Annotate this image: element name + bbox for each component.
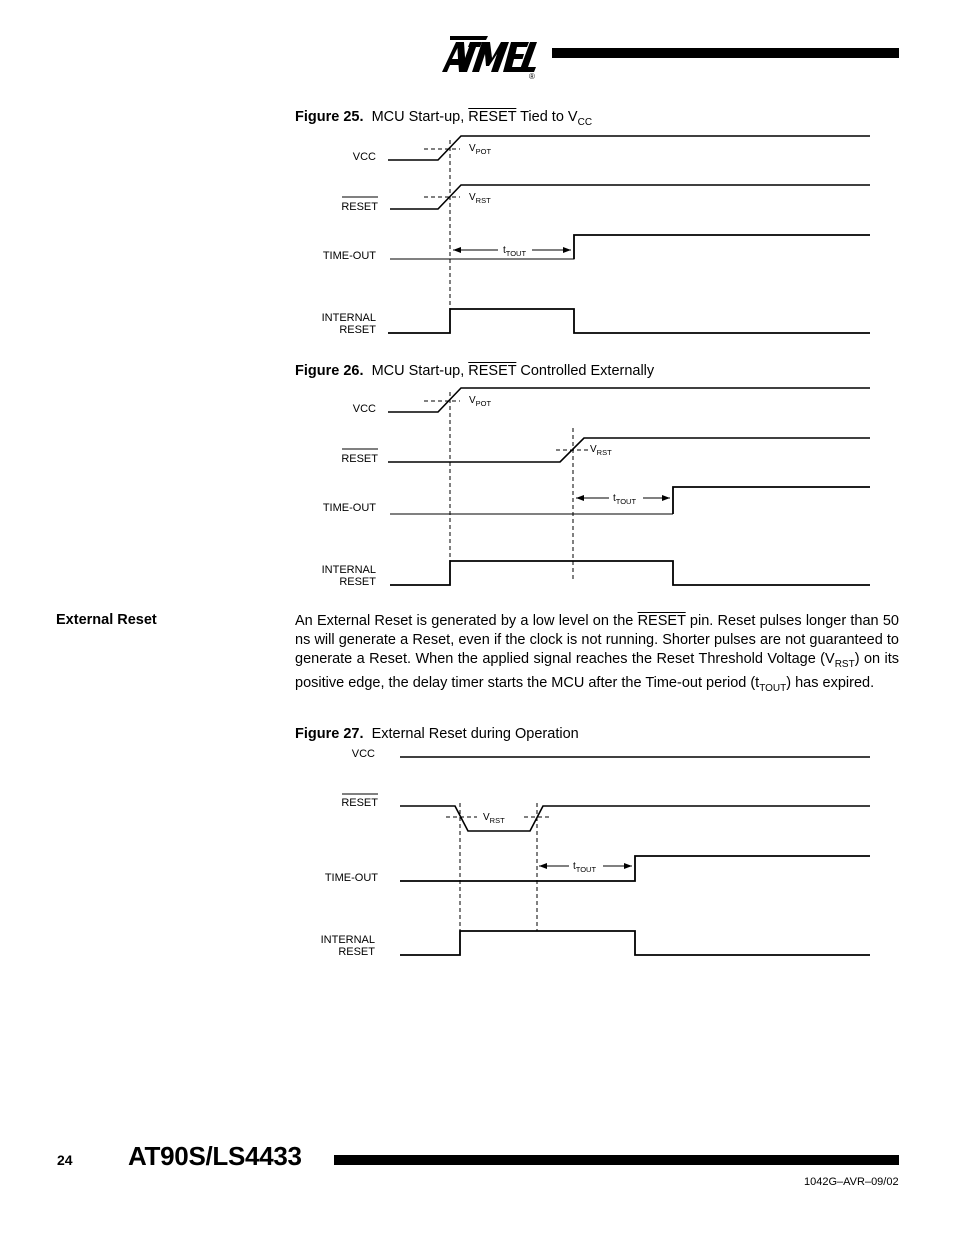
vrst-label: $V_{RST}$ <box>483 812 505 825</box>
vpot-label: $V_{POT}$ <box>469 143 492 156</box>
signal-label-vcc: VCC <box>352 403 376 415</box>
signal-label-internal: INTERNAL <box>321 312 376 324</box>
internal-reset-waveform <box>388 309 870 333</box>
signal-label-reset: RESET <box>341 201 378 213</box>
figure-27-caption: Figure 27. External Reset during Operation <box>295 726 579 742</box>
signal-label-internal-reset: RESET <box>339 324 376 336</box>
figure-26-diagram <box>322 388 870 588</box>
vcc-waveform <box>388 388 870 412</box>
vrst-label: $V_{RST}$ <box>590 444 612 457</box>
ttout-label: $t_{TOUT}$ <box>573 861 597 874</box>
figure-25-diagram <box>322 136 870 336</box>
figure-25-caption: Figure 25. MCU Start-up, RESET Tied to $V_{CC}$ <box>295 109 593 128</box>
section-heading: External Reset <box>56 612 157 628</box>
reset-waveform <box>388 438 870 462</box>
timeout-waveform <box>673 487 870 514</box>
signal-label-internal: INTERNAL <box>321 564 376 576</box>
registered-mark: ® <box>529 72 535 80</box>
timeout-waveform <box>400 856 870 881</box>
signal-label-timeout: TIME-OUT <box>322 502 376 514</box>
figure-27-diagram <box>321 748 870 958</box>
figure-26-caption: Figure 26. MCU Start-up, RESET Controlled Externally <box>295 363 655 379</box>
vrst-label: $V_{RST}$ <box>469 192 491 205</box>
document-code: 1042G–AVR–09/02 <box>804 1176 899 1188</box>
page-number: 24 <box>57 1152 73 1168</box>
timeout-waveform <box>390 235 870 259</box>
signal-label-reset: RESET <box>341 453 378 465</box>
internal-reset-waveform <box>400 931 870 955</box>
ttout-label: $t_{TOUT}$ <box>613 493 637 506</box>
reset-waveform <box>390 185 870 209</box>
signal-label-timeout: TIME-OUT <box>322 250 376 262</box>
product-title: AT90S/LS4433 <box>128 1141 302 1171</box>
signal-label-reset: RESET <box>341 797 378 809</box>
ttout-label: $t_{TOUT}$ <box>503 245 527 258</box>
signal-label-vcc: VCC <box>351 748 375 760</box>
signal-label-internal-reset: RESET <box>338 946 375 958</box>
footer-rule <box>334 1155 899 1165</box>
vpot-label: $V_{POT}$ <box>469 395 492 408</box>
signal-label-internal-reset: RESET <box>339 576 376 588</box>
signal-label-timeout: TIME-OUT <box>324 872 378 884</box>
signal-label-internal: INTERNAL <box>320 934 375 946</box>
internal-reset-waveform <box>390 561 870 585</box>
vcc-waveform <box>388 136 870 160</box>
body-paragraph: An External Reset is generated by a low level on the RESET pin. Reset pulses longer than 50 ns will generate a Reset, even if the clock is not running. Shorter pulses are not guaranteed to generate a Reset. When the applied signal reaches the Reset Threshold Voltage $(V_{RST})$ on its positive edge, the delay timer starts the MCU after the Time-out period $(t_{TOUT})$ has expired. <box>295 613 899 694</box>
signal-label-vcc: VCC <box>352 151 376 163</box>
reset-waveform <box>400 806 870 831</box>
